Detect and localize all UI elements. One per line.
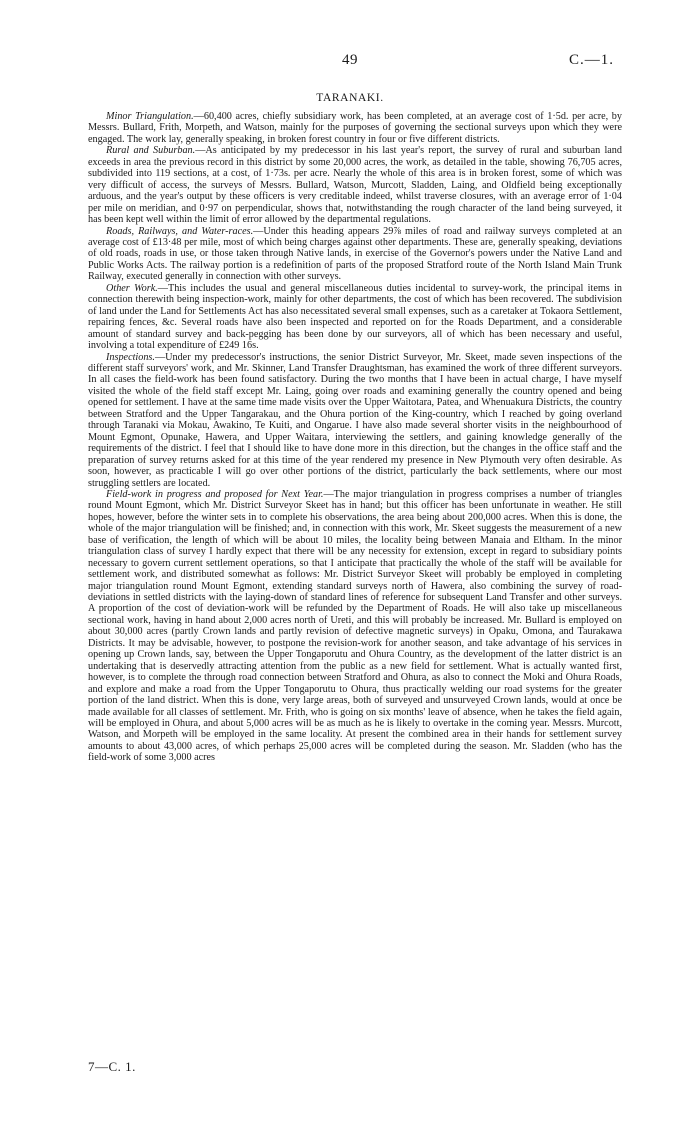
paragraph-rural-suburban [88,145,622,225]
page-signature-mark: 7—C. 1. [88,1059,136,1074]
paragraph-text: —As anticipated by my predecessor in his last year's report, the survey of rural and suburban land exceeds in area the previous record in this district by some 20,000 acres, the work, as detailed in the table, showing 76,705 acres, subdivided into 119 sections, at a cost, of 1·73s. per acre. Nearly the whole of this area is in broken forest, some of which was very difficult of access, the surveys of Messrs. Bullard, Watson, Murcott, Sladden, Laing, and Oldfield being exceptionally arduous, and the year's output by these officers is very creditable indeed, whilst traverse closures, with an average error of 1·04 per mile on meridian, and 0·97 on perpendicular, shows that, notwithstanding the rough character of the land being surveyed, it has been kept well within the limit of error allowed by the departmental regulations. [88,145,622,226]
page-number: 49 [342,52,358,68]
paragraph-text: —This includes the usual and general miscellaneous duties incidental to survey-work, the principal items in connection therewith being inspection-work, mainly for other departments, the cost of which has been recovered. The subdivision of land under the Land for Settlements Act has also necessitated several small expenses, such as a caretaker at Tokaora Settlement, repairing fences, &c. Several roads have also been inspected and reported on for the Roads Department, and a considerable amount of standard survey and back-pegging has been done by our surveyors, all of which has been necessary and useful, involving a total expenditure of £249 16s. [88,282,622,352]
paragraph-heading: Rural and Suburban. [106,145,196,157]
paragraph-text: —60,400 acres, chiefly subsidiary work, has been completed, at an average cost of 1·5d. per acre, by Messrs. Bullard, Frith, Morpeth, and Watson, mainly for the purposes of governing the sectional surveys upon which they were engaged. The work lay, generally speaking, in broken forest country in four or five different districts. [88,111,622,145]
paragraph-other-work [88,283,622,352]
paragraph-heading: Minor Triangulation. [106,111,194,122]
paragraph-roads-railways [88,226,622,283]
paragraph-heading: Field-work in progress and proposed for Next Year. [106,488,324,500]
paragraph-inspections [88,352,622,489]
document-reference: C.—1. [568,52,614,68]
paragraph-minor-triangulation [88,111,622,145]
section-title: TARANAKI. [316,92,384,104]
body-text [88,111,622,764]
paragraph-text: —Under my predecessor's instructions, the senior District Surveyor, Mr. Skeet, made seven inspections of the different staff surveyors' work, and Mr. Skinner, Land Transfer Draughtsman, has examined the work of three different surveyors. In all cases the field-work has been found satisfactory. During the two months that I have been in actual charge, I have myself visited the whole of the field staff except Mr. Laing, going over roads and examining generally the country opened and being opened for settlement. I have at the same time made visits over the Upper Waitotara, Patea, and Whenuakura Districts, the country between Stratford and the Upper Tangarakau, and the Ohura portion of the King-country, which I reached by going overland through Taranaki via Mokau, Awakino, Te Kuiti, and Ongarue. I have also made several shorter visits in the neighbourhood of Mount Egmont, Opunake, Hawera, and Upper Waitara, interviewing the settlers, and gaining knowledge generally of the requirements of the district. I feel that I should like to have done more in this direction, but the changes in the office staff and the preparation of survey returns asked for at this time of the year rendered my presence in New Plymouth very often desirable. As soon, however, as practicable I will go over other portions of the district, particularly the back settlements, where our most struggling settlers are located. [88,351,622,489]
paragraph-heading: Roads, Railways, and Water-races. [106,225,254,237]
paragraph-field-work [88,489,622,764]
paragraph-text: —The major triangulation in progress comprises a number of triangles round Mount Egmont, which Mr. District Surveyor Skeet has in hand; but this officer has been unfortunate in weather. He still hopes, however, before the winter sets in to complete his observations, the area being about 200,000 acres. When this is done, the whole of the major triangulation will be finished; and, in connection with this work, Mr. Skeet suggests the measurement of a new base of verification, the length of which will be about 10 miles, the locality being between Manaia and Eltham. In the minor triangulation class of survey I hardly expect that there will be any necessity for extension, except in regard to subsidiary points necessary to govern current settlement operations, so that I anticipate that practically the whole of the staff will be available for settlement work, and distributed somewhat as follows: Mr. District Surveyor Skeet will probably be employed in completing major triangulation round Mount Egmont, extending standard surveys north of Hawera, also combining the survey of road-deviations in settled districts with the laying-down of standard lines of reference for subsequent Land Transfer and other surveys. A proportion of the cost of deviation-work will be refunded by the Department of Roads. He will also take up miscellaneous sectional work, having in hand about 2,000 acres north of Ureti, and this will probably be increased. Mr. Bullard is employed on about 30,000 acres (partly Crown lands and partly revision of defective magnetic surveys) in Opaku, Omona, and Taurakawa Districts. It may be advisable, however, to postpone the revision-work for another season, and take advantage of his services in opening up Crown lands, say, between the Upper Tongaporutu and Ohura Country, as the development of the latter district is an undertaking that is deservedly attracting attention from the public as a new field for settlement. What is actually wanted first, however, is to complete the through road connection between Stratford and Ohura, as also to connect the Moki and Ohura Roads, and explore and make a road from the Upper Tongaporutu to Ohura, thus practically welding our road systems for the greater portion of the land district. When this is done, very large areas, both of surveyed and unsurveyed Crown lands, would at once be made available for all classes of settlement. Mr. Frith, who is going on six months' leave of absence, when he takes the field again, will be employed in Ohura, and about 5,000 acres will be as much as he is likely to overtake in the coming year. Messrs. Murcott, Watson, and Morpeth will be employed in the same locality. At present the combined area in their hands for settlement survey amounts to about 43,000 acres, of which perhaps 25,000 acres will be completed during the season. Mr. Sladden (who has the field-work of some 3,000 acres [88,488,622,764]
paragraph-text: —Under this heading appears 29⅞ miles of road and railway surveys completed at an average cost of £13·48 per mile, most of which being charges against other departments. These are, generally speaking, deviations of old roads, roads in use, or those taken through Native lands, in exercise of the Governor's powers under the Native Land and Public Works Acts. The railway portion is a redefinition of parts of the proposed Stratford route of the North Island Main Trunk Railway, executed generally in connection with other surveys. [88,225,622,283]
paragraph-heading: Inspections. [106,351,155,363]
paragraph-heading: Other Work. [106,282,158,294]
page-header [0,52,700,72]
